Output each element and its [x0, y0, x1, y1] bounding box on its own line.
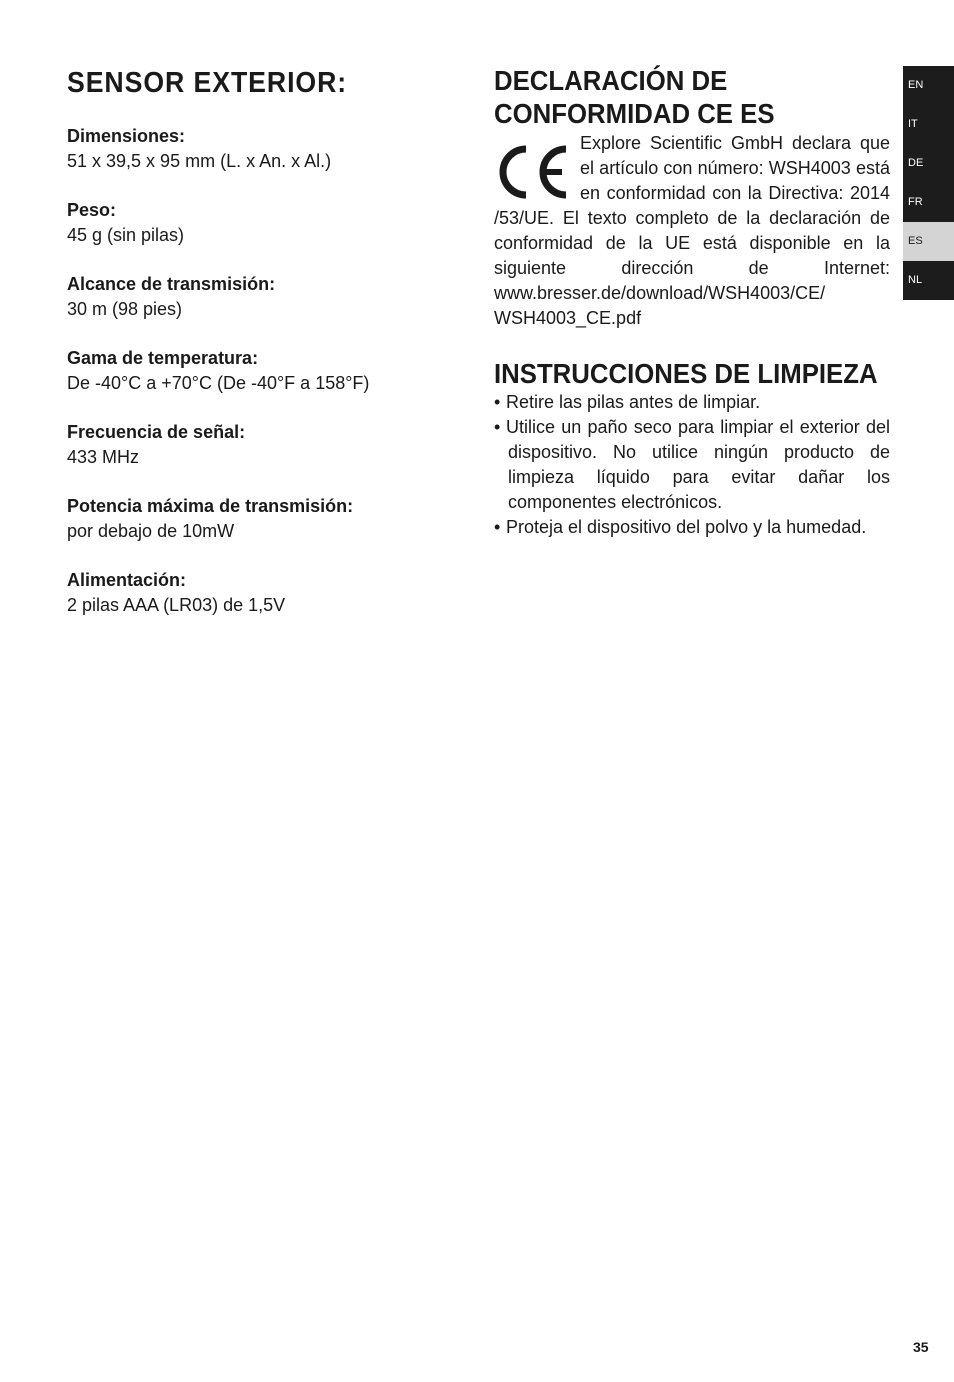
language-tab-fr[interactable]: FR: [903, 183, 954, 222]
language-tabs: [903, 66, 954, 300]
right-column: [494, 64, 890, 540]
spec-item: [67, 420, 427, 470]
declaration-title: [494, 64, 858, 130]
declaration-title-line2: CONFORMIDAD CE ES: [494, 98, 775, 129]
spec-label: Peso:: [67, 200, 117, 220]
list-item: • Utilice un paño seco para limpiar el exterior del dispositivo. No utilice ningún producto de limpieza líquido para evitar dañar los componentes electrónicos.: [494, 417, 890, 512]
spec-item: [67, 272, 427, 322]
spec-label: Potencia máxima de transmisión:: [67, 496, 354, 516]
spec-label: Gama de temperatura:: [67, 348, 259, 368]
cleaning-title: INSTRUCCIONES DE LIMPIEZA: [494, 358, 878, 389]
spec-value: 30 m (98 pies): [67, 299, 183, 319]
language-tab-en[interactable]: EN: [903, 66, 954, 105]
spec-value: por debajo de 10mW: [67, 521, 235, 541]
declaration-body: [494, 131, 890, 331]
language-tab-es[interactable]: ES: [903, 222, 954, 261]
spec-item: [67, 494, 427, 544]
spec-item: [67, 568, 427, 618]
list-item: • Retire las pilas antes de limpiar.: [494, 390, 890, 415]
spec-value: 51 x 39,5 x 95 mm (L. x An. x Al.): [67, 151, 332, 171]
declaration-text: Explore Scientific GmbH declara que el artículo con número: WSH4003 está en conformidad con la Directiva: 2014 /53/UE. El texto completo de la declaración de conformidad de la UE está disponible en la siguiente dirección de Internet: www.bresser.de/download/WSH4003/CE/ WSH4003_CE.pdf: [494, 133, 890, 328]
spec-value: De -40°C a +70°C (De -40°F a 158°F): [67, 373, 370, 393]
section-title: SENSOR EXTERIOR:: [67, 67, 348, 99]
spec-label: Alimentación:: [67, 570, 187, 590]
cleaning-section: [494, 357, 890, 540]
bullet-icon: •: [494, 392, 501, 412]
language-tab-nl[interactable]: NL: [903, 261, 954, 300]
list-item: • Proteja el dispositivo del polvo y la humedad.: [494, 515, 890, 540]
spec-item: [67, 346, 427, 396]
bullet-icon: •: [494, 517, 501, 537]
outdoor-sensor-section: [67, 64, 427, 618]
declaration-title-line1: DECLARACIÓN DE: [494, 65, 728, 96]
spec-value: 2 pilas AAA (LR03) de 1,5V: [67, 595, 286, 615]
spec-label: Frecuencia de señal:: [67, 422, 246, 442]
declaration-section: [494, 64, 890, 331]
spec-value: 45 g (sin pilas): [67, 225, 185, 245]
ce-mark-icon: [494, 141, 570, 203]
page-number: 35: [913, 1339, 929, 1355]
cleaning-list: [494, 390, 890, 540]
spec-value: 433 MHz: [67, 447, 140, 467]
spec-item: [67, 124, 427, 174]
bullet-icon: •: [494, 417, 501, 437]
language-tab-de[interactable]: DE: [903, 144, 954, 183]
language-tab-it[interactable]: IT: [903, 105, 954, 144]
spec-label: Alcance de transmisión:: [67, 274, 276, 294]
spec-label: Dimensiones:: [67, 126, 186, 146]
spec-item: [67, 198, 427, 248]
